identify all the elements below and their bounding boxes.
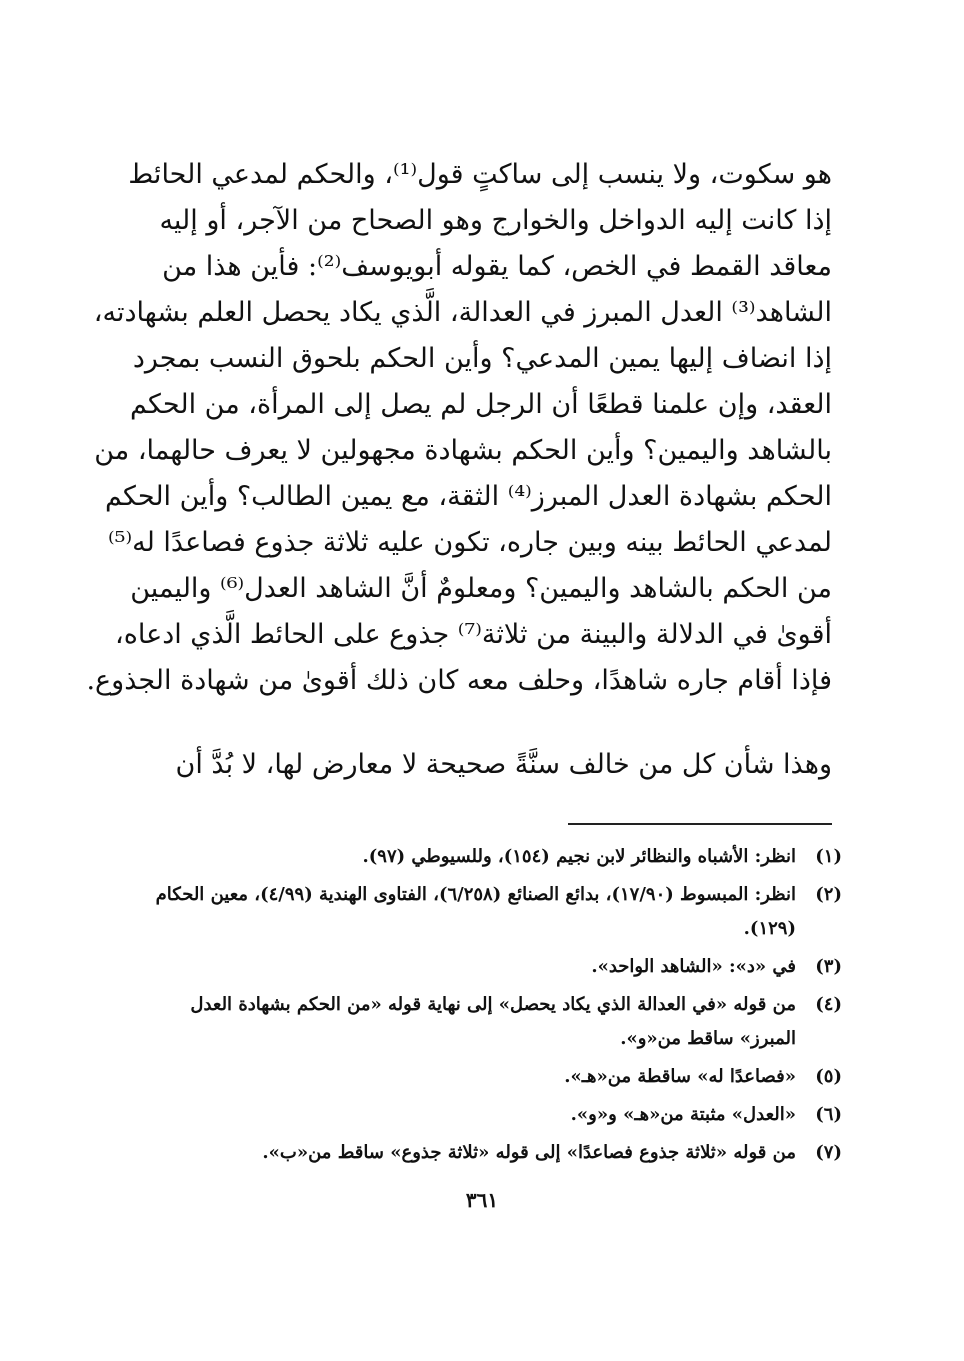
footnote-text: انظر: الأشباه والنظائر لابن نجيم (١٥٤)، وللسيوطي (٩٧). [362, 846, 796, 867]
footnote-item [132, 950, 842, 984]
footnote-text: من قوله «ثلاثة جذوع فصاعدًا» إلى قوله «ثلاثة جذوع» ساقط من«ب». [262, 1142, 796, 1163]
text-line: بالشاهد واليمين؟ وأين الحكم بشهادة مجهولين لا يعرف حالهما، من [94, 435, 832, 466]
footnote-text: في «د»: «الشاهد الواحد». [591, 956, 796, 977]
footnote-number: (٣) [815, 956, 842, 977]
footnote-number: (١) [815, 846, 842, 867]
footnote-text: من قوله «في العدالة الذي يكاد يحصل» إلى نهاية قوله «من الحكم بشهادة العدل المبرز» ساقط من«و». [190, 994, 796, 1049]
footnote-text: «العدل» مثبتة من«هـ» و«و». [570, 1104, 796, 1125]
text-line: فإذا أقام جاره شاهدًا، وحلف معه كان ذلك أقوىٰ من شهادة الجذوع. [86, 665, 832, 696]
page-number: ٣٦١ [465, 1188, 499, 1212]
text-line: الحكم بشهادة العدل المبرز⁽⁴⁾ الثقة، مع يمين الطالب؟ وأين الحكم [105, 481, 832, 512]
text-line: أقوىٰ في الدلالة والبينة من ثلاثة⁽⁷⁾ جذوع على الحائط الَّذي ادعاه، [115, 619, 832, 650]
text-line: العقد، وإن علمنا قطعًا أن الرجل لم يصل إلى المرأة، من الحكم [130, 389, 832, 420]
second-paragraph [132, 742, 832, 788]
main-paragraph [86, 152, 832, 704]
footnote-number: (٥) [815, 1066, 842, 1087]
footnote-number: (٧) [815, 1142, 842, 1163]
footnote-item [132, 1060, 842, 1094]
footnote-item [132, 878, 842, 946]
text-line: هو سكوت، ولا ينسب إلى ساكتٍ قول⁽¹⁾، والحكم لمدعي الحائط [128, 159, 832, 190]
text-line: من الحكم بالشاهد واليمين؟ ومعلومٌ أنَّ الشاهد العدل⁽⁶⁾ واليمين [130, 573, 832, 604]
text-line: إذا انضاف إليها يمين المدعي؟ وأين الحكم بلحوق النسب بمجرد [132, 343, 832, 374]
text-line: وهذا شأن كل من خالف سنَّةً صحيحة لا معارض لها، لا بُدَّ أن [175, 749, 832, 780]
footnote-text: انظر: المبسوط (١٧/٩٠)، بدائع الصنائع (٦/٢٥٨)، الفتاوى الهندية (٤/٩٩)، معين الحكام (١٢٩). [155, 884, 796, 939]
text-line: إذا كانت إليه الدواخل والخوارج وهو الصحاح من الآجر، أو إليه [159, 205, 832, 236]
footnote-item [132, 1098, 842, 1132]
footnote-item [132, 988, 842, 1056]
footnote-number: (٤) [815, 994, 842, 1015]
footnote-number: (٢) [815, 884, 842, 905]
footnote-number: (٦) [815, 1104, 842, 1125]
footnote-divider [568, 823, 832, 825]
text-line: معاقد القمط في الخص، كما يقوله أبويوسف⁽²⁾: فأين هذا من [162, 251, 832, 282]
footnote-item [132, 1136, 842, 1170]
footnotes-section [132, 840, 842, 1174]
text-line: لمدعي الحائط بينه وبين جاره، تكون عليه ثلاثة جذوع فصاعدًا له⁽⁵⁾ [108, 527, 832, 558]
text-line: الشاهد⁽³⁾ العدل المبرز في العدالة، الَّذي يكاد يحصل العلم بشهادته، [93, 297, 832, 328]
footnote-item [132, 840, 842, 874]
footnote-text: «فصاعدًا له» ساقطة من«هـ». [564, 1066, 796, 1087]
